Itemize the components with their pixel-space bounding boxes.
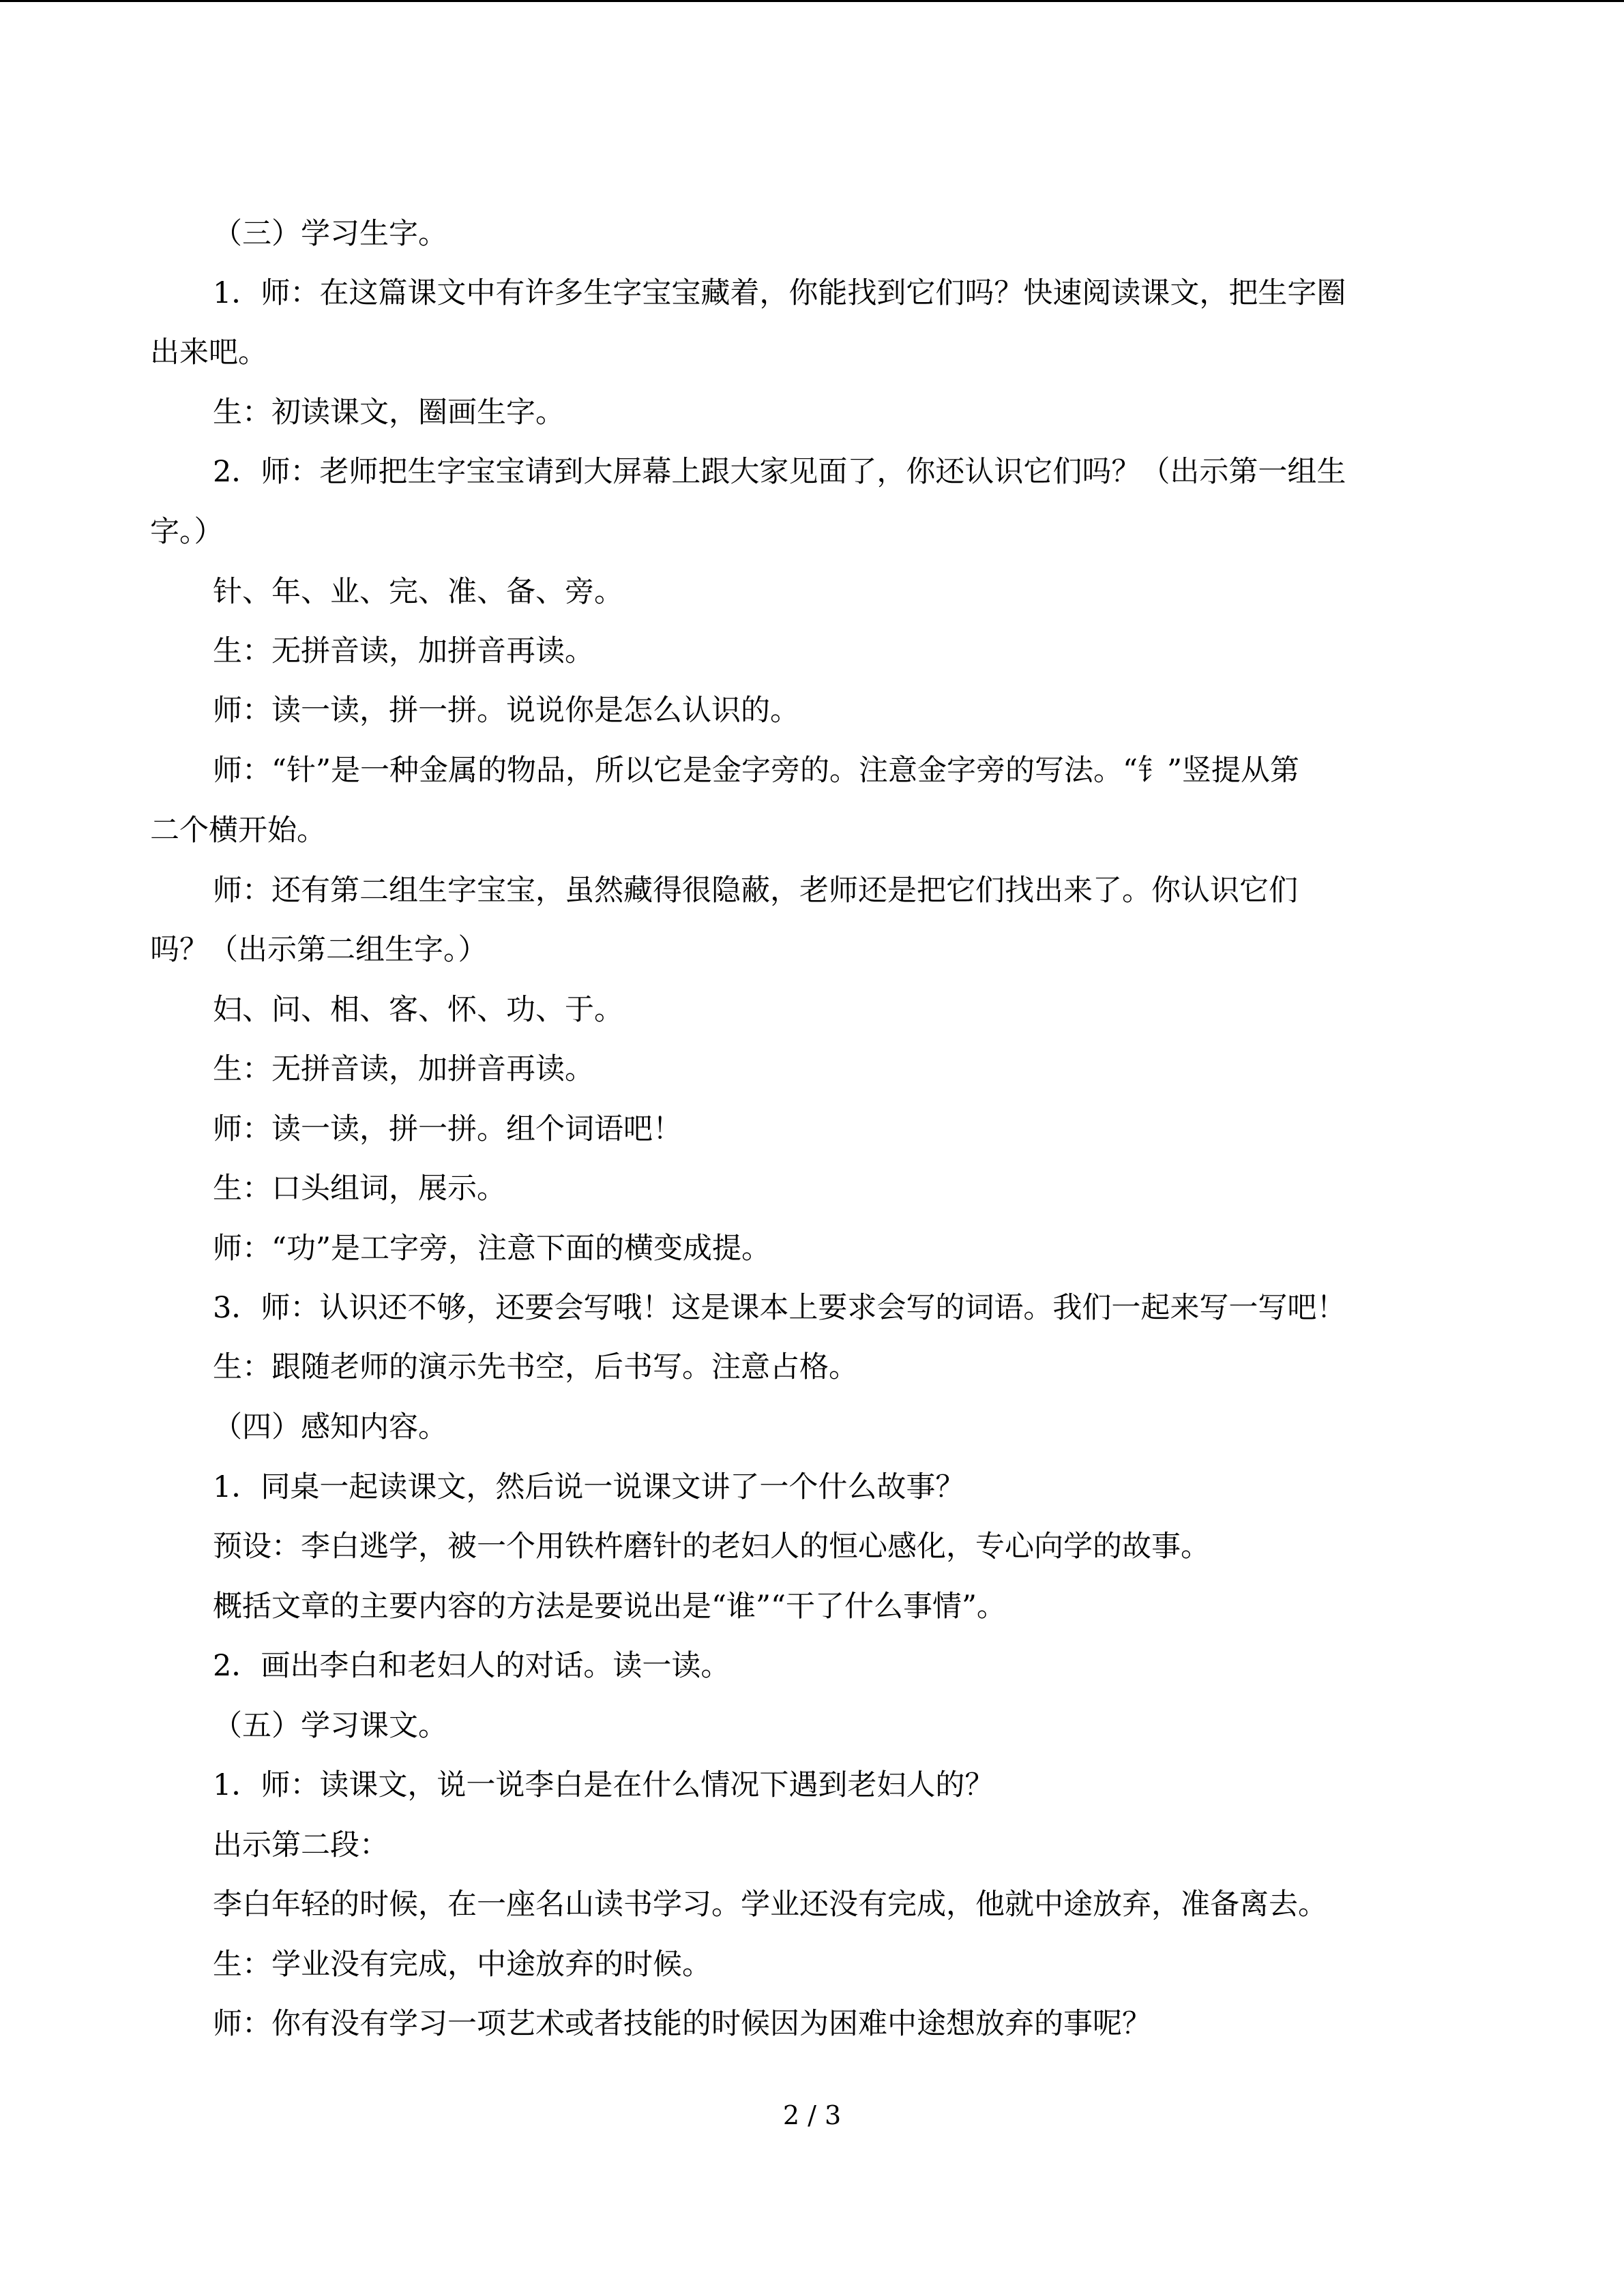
paragraph: 师：“功”是工字旁，注意下面的横变成提。: [213, 1232, 771, 1266]
paragraph: 概括文章的主要内容的方法是要说出是“谁”“干了什么事情”。: [213, 1590, 1006, 1624]
paragraph: 1．师：在这篇课文中有许多生字宝宝藏着，你能找到它们吗？快速阅读课文，把生字圈: [213, 276, 1346, 310]
paragraph: 生：无拼音读，加拼音再读。: [213, 1052, 594, 1086]
paragraph-continuation: 出来吧。: [150, 336, 267, 370]
paragraph: 生：跟随老师的演示先书空，后书写。注意占格。: [213, 1350, 858, 1384]
paragraph-continuation: 二个横开始。: [150, 814, 326, 848]
paragraph: 师：还有第二组生字宝宝，虽然藏得很隐蔽，老师还是把它们找出来了。你认识它们: [213, 874, 1298, 908]
paragraph: 生：初读课文，圈画生字。: [213, 396, 565, 430]
paragraph: 生：口头组词，展示。: [213, 1172, 506, 1206]
section-heading-5: （五）学习课文。: [213, 1709, 447, 1743]
paragraph: 1．同桌一起读课文，然后说一说课文讲了一个什么故事？: [213, 1470, 965, 1504]
paragraph: 生：学业没有完成，中途放弃的时候。: [213, 1948, 711, 1982]
paragraph: 师：读一读，拼一拼。组个词语吧！: [213, 1112, 682, 1146]
section-heading-3: （三）学习生字。: [213, 217, 447, 251]
page-number: 2 / 3: [782, 2100, 842, 2130]
character-list-1: 针、年、业、完、准、备、旁。: [213, 575, 623, 609]
character-list-2: 妇、问、相、客、怀、功、于。: [213, 993, 623, 1027]
paragraph: 2．师：老师把生字宝宝请到大屏幕上跟大家见面了，你还认识它们吗？（出示第一组生: [213, 455, 1346, 489]
paragraph: 1．师：读课文，说一说李白是在什么情况下遇到老妇人的？: [213, 1768, 994, 1802]
section-heading-4: （四）感知内容。: [213, 1410, 447, 1444]
paragraph: 出示第二段：: [213, 1828, 389, 1862]
paragraph-continuation: 吗？（出示第二组生字。）: [150, 933, 488, 967]
paragraph: 生：无拼音读，加拼音再读。: [213, 634, 594, 668]
quoted-passage: 李白年轻的时候，在一座名山读书学习。学业还没有完成，他就中途放弃，准备离去。: [213, 1888, 1327, 1922]
paragraph-continuation: 字。）: [150, 515, 224, 549]
paragraph: 2．画出李白和老妇人的对话。读一读。: [213, 1649, 730, 1683]
paragraph: 师：“针”是一种金属的物品，所以它是金字旁的。注意金字旁的写法。“钅”竖提从第: [213, 754, 1299, 788]
paragraph: 师：你有没有学习一项艺术或者技能的时候因为困难中途想放弃的事呢？: [213, 2007, 1151, 2041]
paragraph: 3．师：认识还不够，还要会写哦！这是课本上要求会写的词语。我们一起来写一写吧！: [213, 1291, 1346, 1325]
paragraph: 预设：李白逃学，被一个用铁杵磨针的老妇人的恒心感化，专心向学的故事。: [213, 1530, 1210, 1564]
paragraph: 师：读一读，拼一拼。说说你是怎么认识的。: [213, 694, 799, 728]
